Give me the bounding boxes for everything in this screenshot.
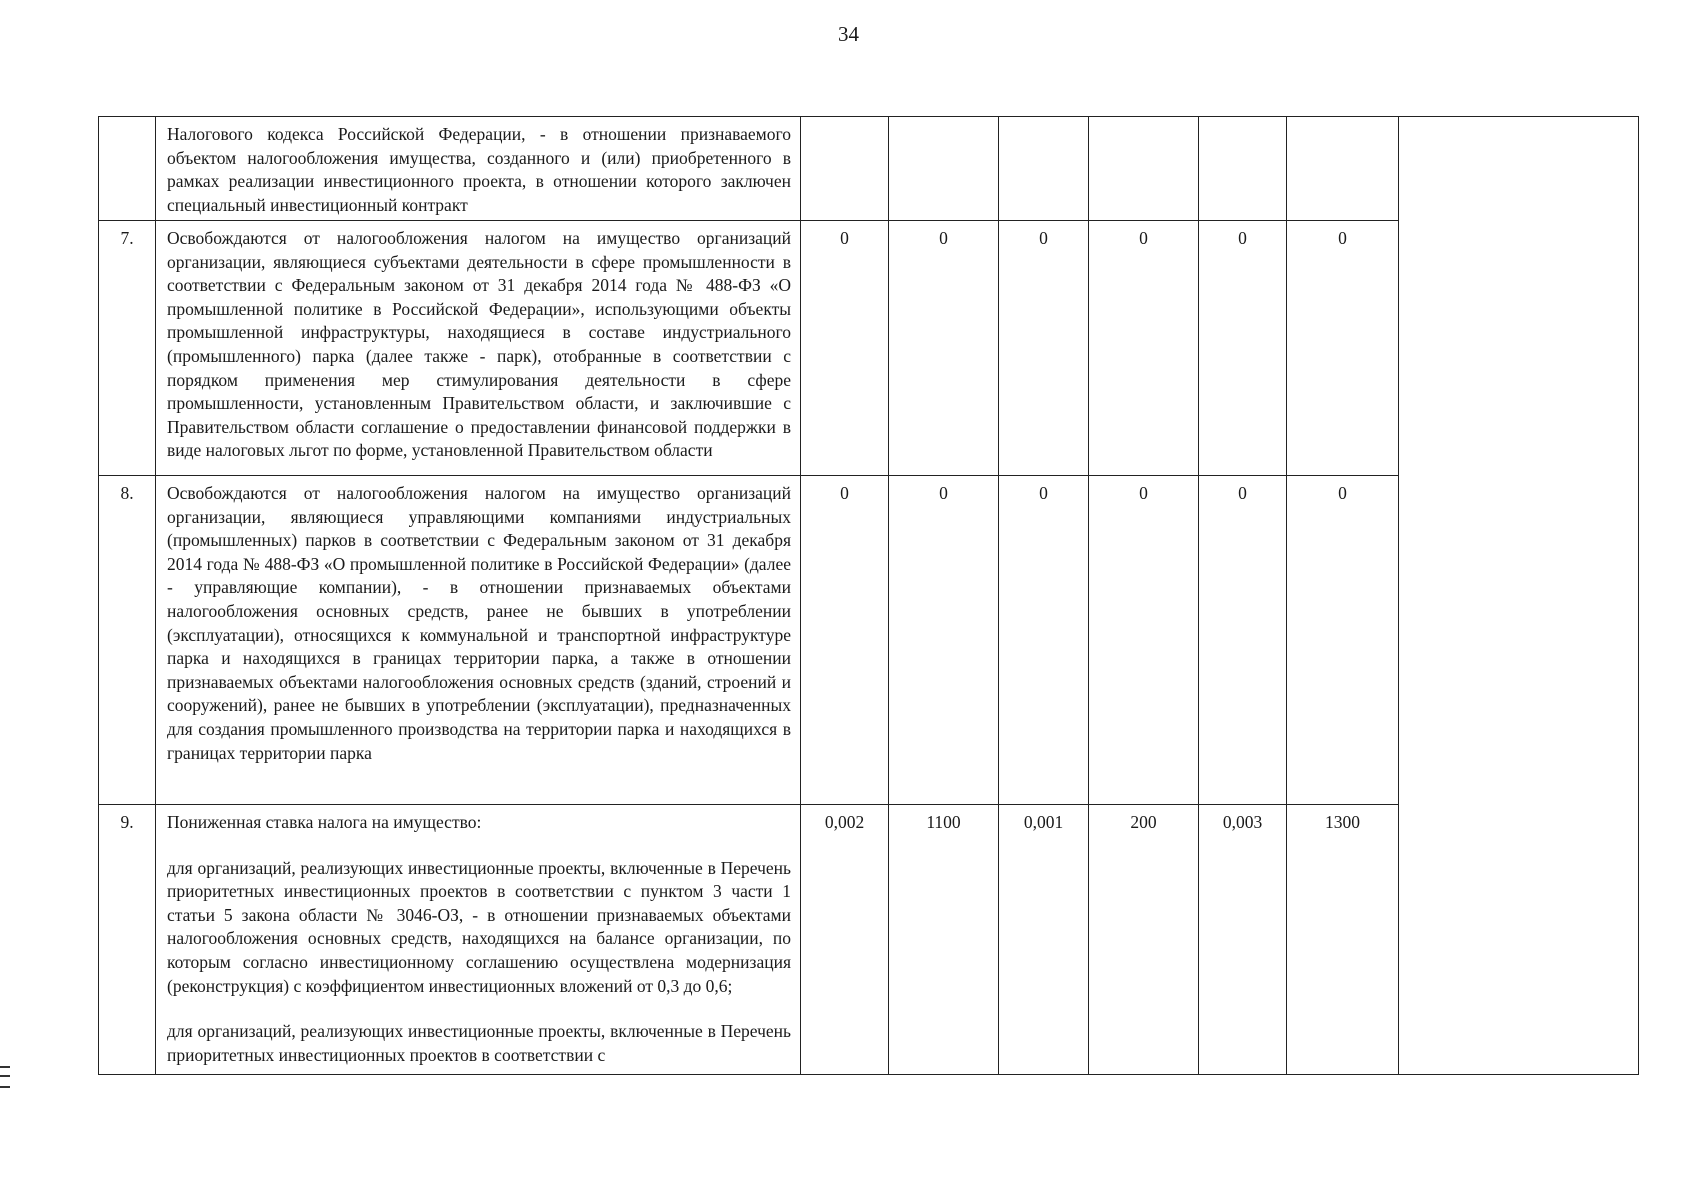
value-cell: 0	[801, 221, 889, 476]
row-number: 9.	[99, 805, 156, 1075]
row-number: 7.	[99, 221, 156, 476]
value-cell	[1089, 117, 1199, 221]
value-cell: 0,001	[999, 805, 1089, 1075]
value-cell: 0	[1089, 221, 1199, 476]
value-cell	[1287, 117, 1399, 221]
description-paragraph: Освобождаются от налогообложения налогом на имущество организаций организации, являющиеся субъектами деятельности в сфере промышленности в соответствии с Федеральным законом от 31 декабря 2014 года № 488-ФЗ «О промышленной политике в Российской Федерации», использующими объекты промышленной инфраструктуры, находящиеся в составе индустриального (промышленного) парка (далее также - парк), отобранные в соответствии с порядком применения мер стимулирования деятельности в сфере промышленности, установленным Правительством области, и заключившие с Правительством области соглашение о предоставлении финансовой поддержки в виде налоговых льгот по форме, установленной Правительством области	[167, 228, 791, 461]
description-paragraph: Пониженная ставка налога на имущество:	[167, 812, 482, 832]
value-cell: 0,003	[1199, 805, 1287, 1075]
description-paragraph: Освобождаются от налогообложения налогом на имущество организаций организации, являющиеся управляющими компаниями индустриальных (промышленных) парков в соответствии с Федеральным законом от 31 декабря 2014 года № 488-ФЗ «О промышленной политике в Российской Федерации» (далее - управляющие компании), - в отношении признаваемых объектами налогообложения основных средств, ранее не бывших в употреблении (эксплуатации), относящихся к коммунальной и транспортной инфраструктуре парка и находящихся в границах территории парка, а также в отношении признаваемых объектами налогообложения основных средств (зданий, строений и сооружений), ранее не бывших в употреблении (эксплуатации), предназначенных для создания промышленного производства на территории парка и находящихся в границах территории парка	[167, 483, 791, 763]
value-cell	[801, 117, 889, 221]
row-number	[99, 117, 156, 221]
value-cell: 0	[1199, 221, 1287, 476]
value-cell: 0	[1287, 221, 1399, 476]
value-cell	[1199, 117, 1287, 221]
row-description	[156, 805, 801, 1075]
value-cell: 0	[1199, 476, 1287, 805]
value-cell: 1300	[1287, 805, 1399, 1075]
value-cell	[999, 117, 1089, 221]
value-cell: 0	[1287, 476, 1399, 805]
table-row	[99, 117, 1639, 221]
tax-benefits-table	[98, 116, 1639, 1075]
empty-column	[1399, 117, 1639, 1075]
value-cell: 200	[1089, 805, 1199, 1075]
row-description	[156, 117, 801, 221]
value-cell: 0	[801, 476, 889, 805]
description-paragraph: Налогового кодекса Российской Федерации, - в отношении признаваемого объектом налогообложения имущества, созданного и (или) приобретенного в рамках реализации инвестиционного проекта, в отношении которого заключен специальный инвестиционный контракт	[167, 124, 791, 215]
description-paragraph: для организаций, реализующих инвестиционные проекты, включенные в Перечень приоритетных инвестиционных проектов в соответствии с	[167, 1021, 791, 1065]
value-cell: 0	[889, 221, 999, 476]
row-number: 8.	[99, 476, 156, 805]
row-description	[156, 221, 801, 476]
value-cell: 0	[1089, 476, 1199, 805]
description-paragraph: для организаций, реализующих инвестиционные проекты, включенные в Перечень приоритетных инвестиционных проектов в соответствии с пунктом 3 части 1 статьи 5 закона области № 3046-ОЗ, - в отношении признаваемых объектами налогообложения основных средств, находящихся на балансе организации, по которым согласно инвестиционному соглашению осуществлена модернизация (реконструкция) с коэффициентом инвестиционных вложений от 0,3 до 0,6;	[167, 857, 791, 996]
row-description	[156, 476, 801, 805]
value-cell: 1100	[889, 805, 999, 1075]
page-number: 34	[838, 22, 859, 46]
value-cell: 0,002	[801, 805, 889, 1075]
value-cell: 0	[889, 476, 999, 805]
value-cell	[889, 117, 999, 221]
value-cell: 0	[999, 221, 1089, 476]
value-cell: 0	[999, 476, 1089, 805]
margin-marks	[0, 1066, 10, 1096]
